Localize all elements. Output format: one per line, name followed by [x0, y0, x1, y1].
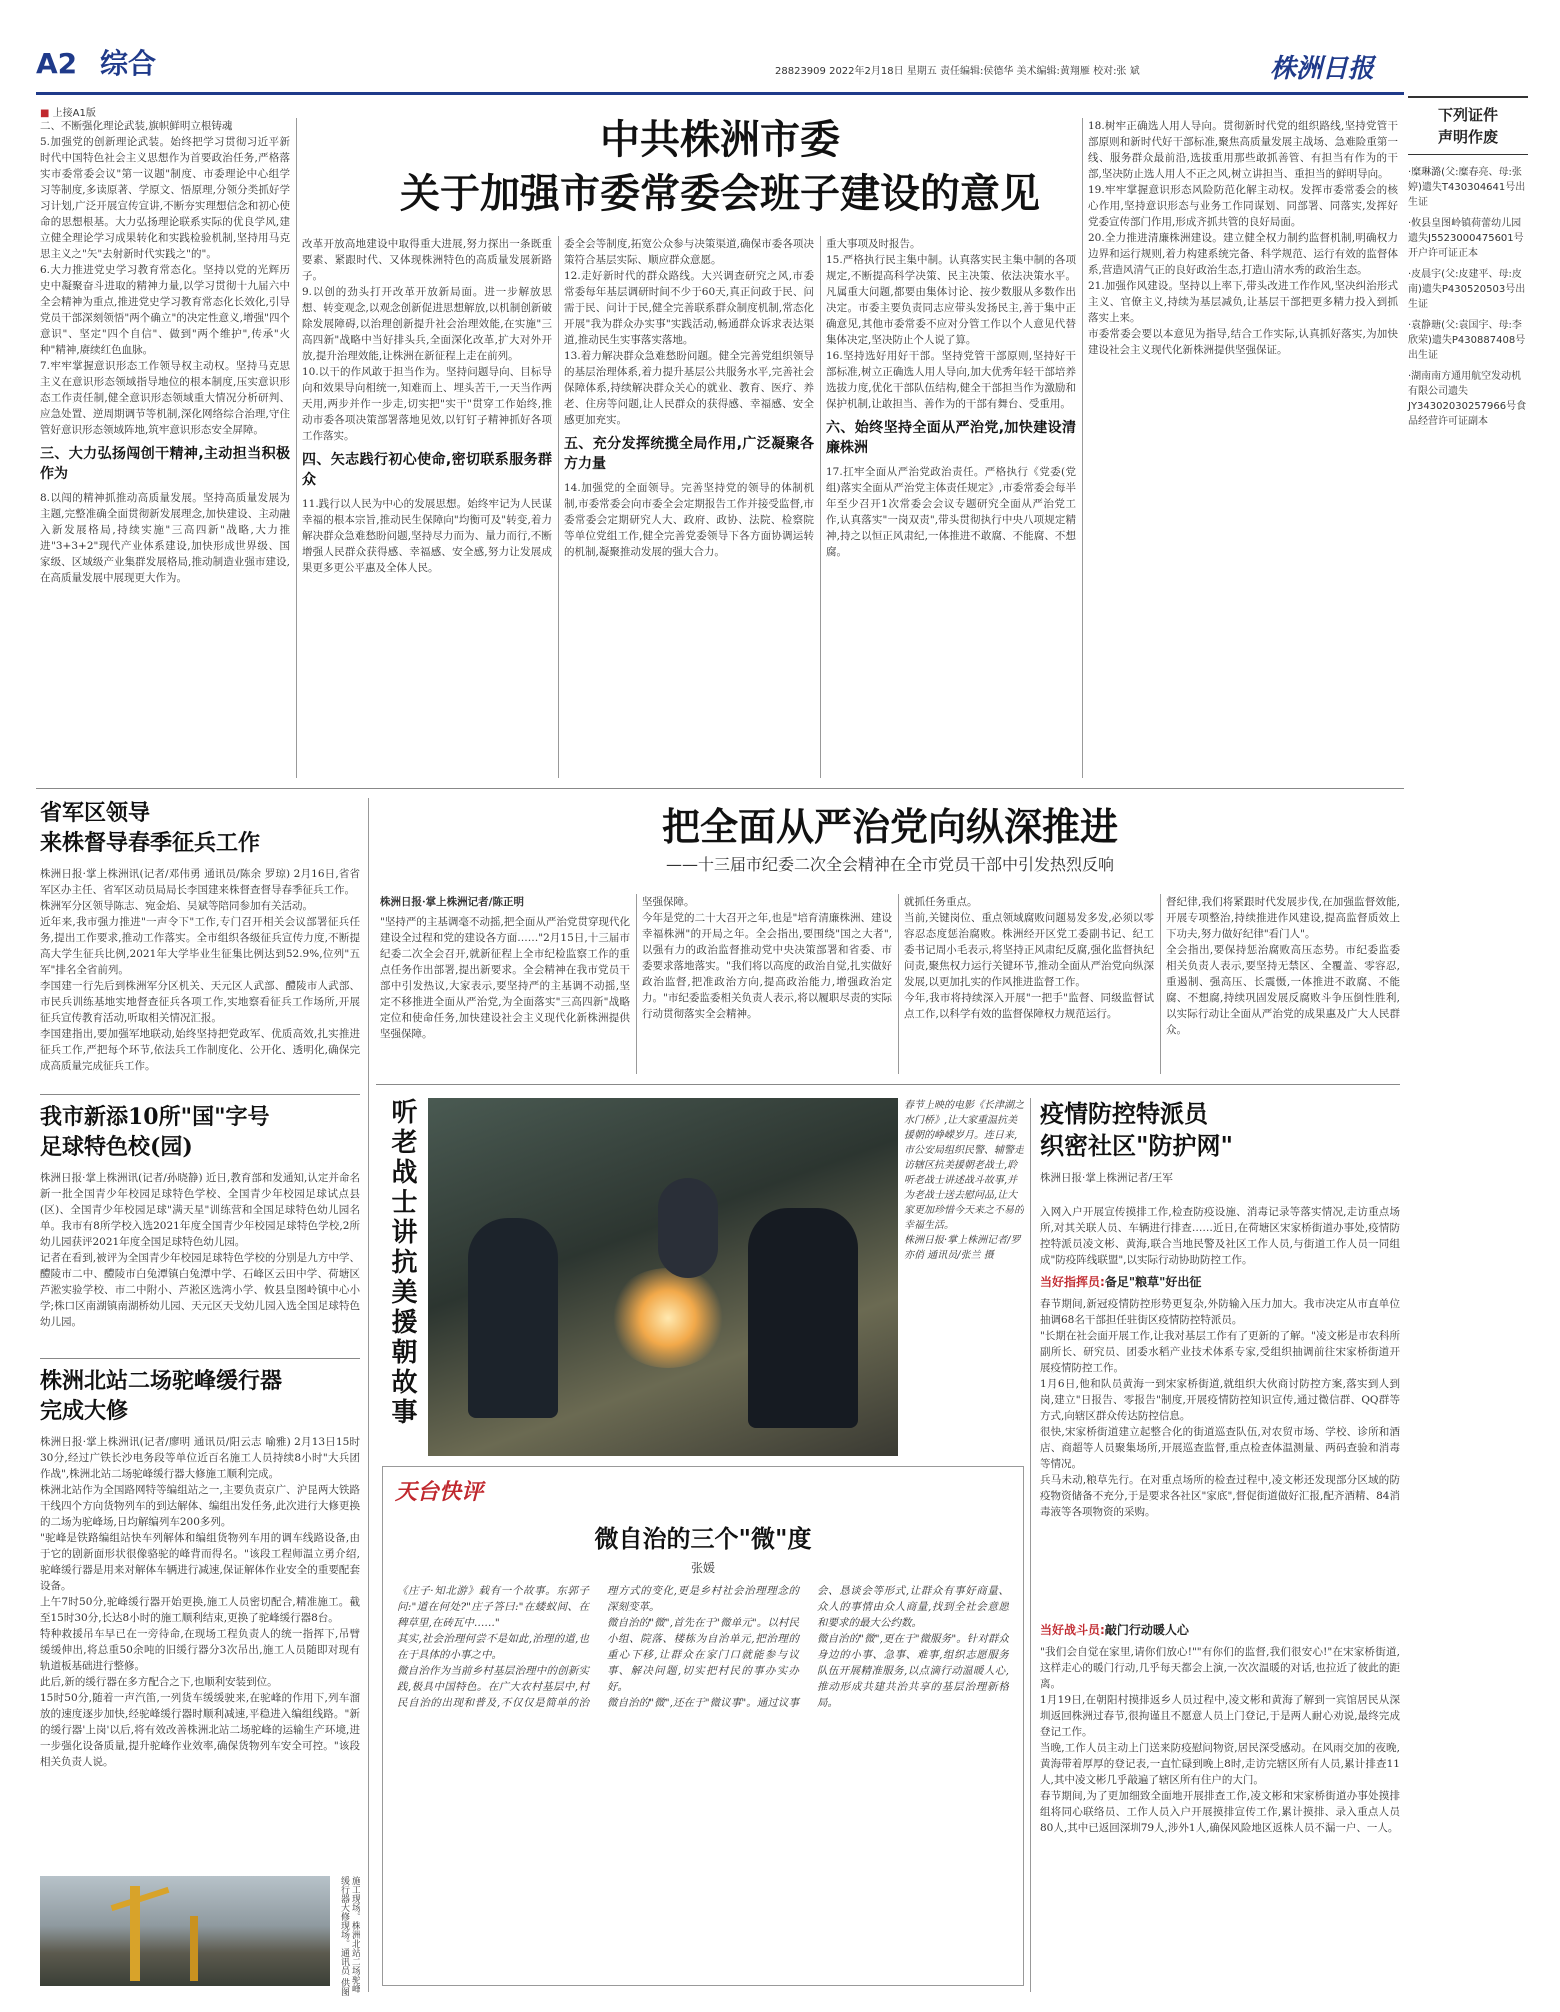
- army-title: 省军区领导 来株督导春季征兵工作: [40, 800, 261, 856]
- lead-col-1-text: 二、不断强化理论武装,旗帜鲜明立根铸魂 5.加强党的创新理论武装。始终把学习贯彻习近平新时代中国特色社会主义思想作为首要政治任务,严格落实市委常委会议"第一议题"制度、市委理论中心组学习等制度,多读原著、学原文、悟原理,分领分类抓好学习计划,广泛开展宣传宣讲,不断夯实理想信念和初心使命的思想根基。大力弘扬理论联系实际的优良学风,建立健全理论学习成果转化和实践检验机制,坚持用马克思主义之"矢"去射新时代实践之"的"。 6.大力推进党史学习教育常态化。坚持以党的光辉历史中凝聚奋斗进取的精神力量,以学习贯彻十九届六中全会精神为重点,推进党史学习教育常态化长效化,引导党员干部深刻领悟"两个确立"的决定性意义,增强"四个意识"、坚定"四个自信"、做到"两个维护",传承"火种"精神,赓续红色血脉。 7.牢牢掌握意识形态工作领导权主动权。坚持马克思主义在意识形态领域指导地位的根本制度,压实意识形态工作责任制,健全意识形态领域重大情况分析研判、应急处置、逆周期调节等机制,深化网络综合治理,守住管好意识形态领域阵地,筑牢意识形态安全屏障。: [40, 120, 290, 436]
- army-body: 株洲日报·掌上株洲讯(记者/邓伟勇 通讯员/陈余 罗琼) 2月16日,省省军区办主任、省军区动员局局长李国建来株督查督导春季征兵工作。 株洲军分区领导陈志、宛金焰、吴斌等陪同参加有关活动。 近年来,我市强力推进"一声令下"工作,专门召开相关会议部署征兵任务,提出工作要求,推动工作落实。全市组织各级征兵宣传力度,不断提高大学生征兵比例,2021年大学毕业生征集比例达到52.9%,位列"五军"排名全省前列。 李国建一行先后到株洲军分区机关、天元区人武部、醴陵市人武部、市民兵训练基地实地督查征兵各项工作,实地察看征兵工作场所,开展征兵宣传教育活动,听取相关情况汇报。 李国建指出,要加强军地联动,始终坚持把党政军、优质高效,扎实推进征兵工作,严把每个环节,依法兵工作制度化、公开化、透明化,确保完成高质量完成征兵工作。: [40, 868, 360, 1072]
- epidemic-subhead-1: [1040, 1272, 1400, 1292]
- lead-col-2-text: 改革开放高地建设中取得重大进展,努力探出一条既重要素、紧跟时代、又体现株洲特色的高质量发展新路子。 9.以创的劲头打开改革开放新局面。进一步解放思想、转变观念,以观念创新促进思想解放,以机制创新破除发展障碍,以治理创新提升社会治理效能,在实施"三高四新"战略中当好排头兵,全面深化改革,扩大对外开放,提升治理效能,让株洲在新征程上走在前列。 10.以干的作风敢于担当作为。坚持问题导向、目标导向和效果导向相统一,知难而上、埋头苦干,一天当作两天用,两步并作一步走,切实把"实干"贯穿工作始终,推动市委各项决策部署落地见效,以钉钉子精神抓好各项工作落实。: [302, 238, 552, 442]
- discipline-col-4: 督纪律,我们将紧跟时代发展步伐,在加强监督效能,开展专项整治,持续推进作风建设,提高监督质效上下功夫,努力做好纪律"看门人"。 全会指出,要保持惩治腐败高压态势。市纪委监委相关负责人表示,要坚持无禁区、全覆盖、零容忍,重遏制、强高压、长震慑,一体推进不敢腐、不能腐、不想腐,持续巩固发展反腐败斗争压倒性胜利,以实际行动让全面从严治党的成果惠及广大人民群众。: [1166, 896, 1400, 1036]
- lead-col-2b-text: 11.践行以人民为中心的发展思想。始终牢记为人民谋幸福的根本宗旨,推动民生保障向"均衡可及"转变,着力解决群众急难愁盼问题,坚持尽力而为、量力而行,不断增强人民群众获得感、幸福感、安全感,努力让发展成果更多更公平惠及全体人民。: [302, 498, 552, 574]
- discipline-col-2: 坚强保障。 今年是党的二十大召开之年,也是"培育清廉株洲、建设幸福株洲"的开局之年。全会指出,要围绕"国之大者",以强有力的政治监督推动党中央决策部署和省委、市委要求落地落实。"我们将以高度的政治自觉,扎实做好政治监督,把准政治方向,提高政治能力,增强政治定力。"市纪委监委相关负责人表示,将以履职尽责的实际行动贯彻落实全会精神。: [642, 896, 892, 1020]
- editorial-body: 《庄子·知北游》载有一个故事。东郭子问:"道在何处?"庄子答曰:"在蝼蚁间、在稗草里,在砖瓦中……" 其实,社会治理何尝不是如此,治理的道,也在于具体的小事之中。 微自治作为当前乡村基层治理中的创新实践,极具中国特色。在广大农村基层中,村民自治的出现和普及,不仅仅是简单的治理方式的变化,更是乡村社会治理理念的深刻变革。 微自治的"微",首先在于"微单元"。以村民小组、院落、楼栋为自治单元,把治理的重心下移,让群众在家门口就能参与议事、解决问题,切实把村民的事办实办好。 微自治的"微",还在于"微议事"。通过议事会、恳谈会等形式,让群众有事好商量、众人的事情由众人商量,找到全社会意愿和要求的最大公约数。 微自治的"微",更在于"微服务"。针对群众身边的小事、急事、难事,组织志愿服务队伍开展精准服务,以点滴行动温暖人心,推动形成共建共治共享的基层治理新格局。: [397, 1585, 1009, 1709]
- rail-title: 株洲北站二场驼峰缓行器 完成大修: [40, 1368, 283, 1424]
- masthead-rule: [36, 92, 1404, 95]
- discipline-col-1: [380, 894, 630, 1074]
- lead-subhead-4: 四、矢志践行初心使命,密切联系服务群众: [302, 452, 552, 488]
- lead-col-1: [40, 118, 290, 778]
- lead-col-4b-text: 17.扛牢全面从严治党政治责任。严格执行《党委(党组)落实全面从严治党主体责任规定》,市委常委会每半年至少召开1次常委会会议专题研究全面从严治党工作,认真落实"一岗双责",带头贯彻执行中央八项规定精神,持之以恒正风肃纪,一体推进不敢腐、不能腐、不想腐。: [826, 466, 1076, 558]
- army-article: [40, 798, 360, 1088]
- epidemic-intro: 入网入户开展宣传摸排工作,检查防疫设施、消毒记录等落实情况,走访重点场所,对其关联人员、车辆进行排查……近日,在荷塘区宋家桥街道办事处,疫情防控特派员凌文彬、黄海,联合当地民警及社区工作人员,与街道工作人员一同组成"防疫阵线联盟",以实际行动协助防控工作。: [1040, 1206, 1400, 1266]
- editorial-column-name: 天台快评: [395, 1479, 484, 1505]
- paper-logo: 株洲日报: [1270, 54, 1375, 84]
- veterans-photo: [428, 1098, 898, 1456]
- epidemic-title: 疫情防控特派员 织密社区"防护网": [1040, 1099, 1234, 1160]
- rail-photo-caption: 施工现场。株洲北站二场驼峰缓行器大修现场。通讯员 供图: [339, 1876, 360, 1996]
- notice-item: ·袁静瑭(父:袁国宇、母:李欣荣)遗失P430887408号出生证: [1408, 320, 1526, 361]
- lead-col-3-text: 委全会等制度,拓宽公众参与决策渠道,确保市委各项决策符合基层实际、顺应群众意愿。 12.走好新时代的群众路线。大兴调查研究之风,市委常委每年基层调研时间不少于60天,真正问政于民、问需于民、问计于民,健全完善联系群众制度机制,常态化开展"我为群众办实事"实践活动,畅通群众诉求表达渠道,推动民生实事落实落地。 13.着力解决群众急难愁盼问题。健全完善党组织领导的基层治理体系,着力提升基层公共服务水平,完善社会保障体系,持续解决群众关心的就业、教育、医疗、养老、住房等问题,让人民群众的获得感、幸福感、安全感更加充实。: [564, 238, 814, 426]
- notice-box: [1408, 96, 1528, 1096]
- notice-item: ·湖南南方通用航空发动机有限公司遗失JY34302030257966号食品经营许可证副本: [1408, 371, 1527, 427]
- discipline-title: 把全面从严治党向纵深推进: [661, 804, 1118, 849]
- editorial-title: 微自治的三个"微"度: [594, 1524, 812, 1553]
- rail-photo: [40, 1876, 330, 1986]
- discipline-col-1-text: "坚持严的主基调毫不动摇,把全面从严治党贯穿现代化建设全过程和党的建设各方面……"2月15日,十三届市纪委二次全会召开,就新征程上全市纪检监察工作的重点任务作出部署,提出新要求。全会精神在我市党员干部中引发热议,大家表示,要坚持严的主基调不动摇,坚定不移推进全面从严治党,为全面落实"三高四新"战略定位和使命任务,加快建设社会主义现代化新株洲提供坚强保障。: [380, 916, 630, 1040]
- lead-title-line2: 关于加强市委常委会班子建设的意见: [400, 170, 1040, 217]
- editorial-box: [382, 1466, 1024, 1986]
- lead-subhead-3: 三、大力弘扬闯创干精神,主动担当积极作为: [40, 446, 290, 482]
- epidemic-sub2-text: 敲门行动暖人心: [1104, 1623, 1189, 1637]
- lead-col-4: [826, 236, 1076, 778]
- football-body: 株洲日报·掌上株洲讯(记者/孙晓静) 近日,教育部和发通知,认定并命名新一批全国青少年校园足球特色学校、全国青少年校园足球试点县(区)、全国青少年校园足球"满天星"训练营和全国足球特色幼儿园名单。我市有8所学校入选2021年度全国青少年校园足球特色学校,2所幼儿园获评2021年度全国足球特色幼儿园。 记者在看到,被评为全国青少年校园足球特色学校的分别是九方中学、醴陵市二中、醴陵市白兔潭镇白兔潭中学、石峰区云田中学、荷塘区芦淞实验学校、市二中附小、芦淞区选湾小学、攸县皇图岭镇中心小学;株口区南湖镇南湖桥幼儿园、天元区天戈幼儿园入选全国足球特色幼儿园。: [40, 1172, 360, 1328]
- rail-article: [40, 1366, 360, 1866]
- page-code: A2: [36, 47, 78, 80]
- lead-subhead-6: 六、始终坚持全面从严治党,加快建设清廉株洲: [826, 420, 1076, 456]
- notice-item: ·糜琳潞(父:糜春亮、母:张 婷)遗失T430304641号出生证: [1408, 167, 1526, 208]
- masthead-meta: 28823909 2022年2月18日 星期五 责任编辑:侯德华 美术编辑:黄翔雁 校对:张 斌: [775, 66, 1140, 77]
- football-article: [40, 1102, 360, 1352]
- veterans-vertical-title: 听老战士讲抗美援朝故事: [387, 1098, 417, 1428]
- lead-col-3: [564, 236, 814, 778]
- lead-col-5-text: 18.树牢正确选人用人导向。贯彻新时代党的组织路线,坚持党管干部原则和新时代好干部标准,聚焦高质量发展主战场、急难险重第一线、服务群众最前沿,选拔重用那些敢抓善管、有担当有作为的干部,坚决防止选人用人不正之风,树立讲担当、重担当的鲜明导向。 19.牢牢掌握意识形态风险防范化解主动权。发挥市委常委会的核心作用,坚持意识形态与业务工作同谋划、同部署、同落实,发挥好党委宣传部门作用,形成齐抓共管的良好局面。 20.全力推进清廉株洲建设。建立健全权力制约监督机制,明确权力边界和运行规则,着力构建系统完备、科学规范、运行有效的监督体系,营造风清气正的良好政治生态,打造山清水秀的政治生态。 21.加强作风建设。坚持以上率下,带头改进工作作风,坚决纠治形式主义、官僚主义,持续为基层减负,让基层干部把更多精力投入到抓落实上来。 市委常委会要以本意见为指导,结合工作实际,认真抓好落实,为加快建设社会主义现代化新株洲提供坚强保证。: [1088, 120, 1398, 356]
- notice-title: 下列证件 声明作废: [1408, 96, 1528, 155]
- epidemic-sub1-label: 当好指挥员:: [1040, 1275, 1105, 1289]
- section-name: 综合: [100, 47, 157, 80]
- lead-col-4-text: 重大事项及时报告。 15.严格执行民主集中制。认真落实民主集中制的各项规定,不断提高科学决策、民主决策、依法决策水平。凡属重大问题,都要由集体讨论、按少数服从多数作出决定。市委主要负责同志应带头发扬民主,善于集中正确意见,其他市委常委不应对分管工作以个人意见代替集体决定,坚决防止个人说了算。 16.坚持选好用好干部。坚持党管干部原则,坚持好干部标准,树立正确选人用人导向,加大优秀年轻干部培养选拔力度,优化干部队伍结构,健全干部担当作为激励和保护机制,让敢担当、善作为的干部有舞台、受重用。: [826, 238, 1076, 410]
- epidemic-byline: 株洲日报·掌上株洲记者/王军: [1040, 1172, 1173, 1184]
- continued-tag: ■ 上接A1版: [40, 108, 96, 119]
- notice-item: ·攸县皇图岭镇荷蕾幼儿园遗失J5523000475601号开户许可证正本: [1408, 218, 1524, 259]
- lead-col-2: [302, 236, 552, 778]
- epidemic-p1: 春节期间,新冠疫情防控形势更复杂,外防输入压力加大。我市决定从市直单位抽调68名干部担任驻街区疫情防控特派员。 "长期在社会面开展工作,让我对基层工作有了更新的了解。"凌文彬是市农科所副所长、研究员、团委水稻产业技术体系专家,受组织抽调前往宋家桥街道开展疫情防控工作。 1月6日,他和队员黄海一到宋家桥街道,就组织大伙商讨防控方案,落实到人到岗,建立"日报告、零报告"制度,开展疫情防控知识宣传,通过微信群、QQ群等方式,向辖区群众传达防控信息。 很快,宋家桥街道建立起整合化的街道巡查队伍,对农贸市场、学校、诊所和酒店、商超等人员聚集场所,开展巡查监督,重点检查体温测量、两码查验和消毒等情况。 兵马未动,粮草先行。在对重点场所的检查过程中,凌文彬还发现部分区域的防疫物资储备不充分,于是要求各社区"家底",督促街道做好汇报,配齐酒精、84消毒液等各项物资的采购。: [1040, 1298, 1400, 1518]
- editorial-author: 张媛: [690, 1561, 715, 1575]
- continued-label: 上接A1版: [52, 108, 96, 119]
- epidemic-sub1-text: 备足"粮草"好出征: [1104, 1275, 1202, 1289]
- rail-body: 株洲日报·掌上株洲讯(记者/廖明 通讯员/阳云志 喻雅) 2月13日15时30分,经过广铁长沙电务段等单位近百名施工人员持续8小时"大兵团作战",株洲北站二场驼峰缓行器大修施工顺利完成。 株洲北站作为全国路网特等编组站之一,主要负责京广、沪昆两大铁路干线四个方向货物列车的到达解体、编组出发任务,此次进行大修更换的二场为驼峰场,日均解编列车200多列。 "驼峰是铁路编组站快车列解体和编组货物列车用的调车线路设备,由于它的剧新面形状很像骆驼的峰背而得名。"该段工程师温立勇介绍,驼峰缓行器是用来对解体车辆进行减速,保证解体作业安全的重要配套设备。 上午7时50分,驼峰缓行器开始更换,施工人员密切配合,精准施工。截至15时30分,长达8小时的施工顺利结束,更换了驼峰缓行器8台。 特种救援吊车早已在一旁待命,在现场工程负责人的统一指挥下,吊臂缓缓伸出,将总重50余吨的旧缓行器分3次吊出,施工人员随即对现有轨道板基础进行整修。 此后,新的缓行器在多方配合之下,也顺利安装到位。 15时50分,随着一声汽笛,一列货车缓缓驶来,在驼峰的作用下,列车溜放的速度逐步加快,经驼峰缓行器时顺利减速,平稳进入编组线路。"新的缓行器'上岗'以后,将有效改善株洲北站二场驼峰的运输生产环境,进一步强化设备质量,提升驼峰作业效率,确保货物列车安全可控。"该段相关负责人说。: [40, 1436, 360, 1768]
- epidemic-subhead-2: [1040, 1620, 1400, 1640]
- discipline-byline: 株洲日报·掌上株洲记者/陈正明: [380, 896, 524, 908]
- discipline-col-3: 就抓任务重点。 当前,关键岗位、重点领域腐败问题易发多发,必须以零容忍态度惩治腐败。株洲经开区党工委副书记、纪工委书记周小毛表示,将坚持正风肃纪反腐,强化监督执纪问责,聚焦权力运行关键环节,推动全面从严治党向纵深发展,以更加扎实的作风推进监督工作。 今年,我市将持续深入开展"一把手"监督、同级监督试点工作,以科学有效的监督保障权力规范运行。: [904, 896, 1154, 1020]
- veterans-caption: 春节上映的电影《长津湖之水门桥》,让大家重温抗美援朝的峥嵘岁月。连日来,市公安局组织民警、辅警走访辖区抗美援朝老战士,聆听老战士讲述战斗故事,并为老战士送去慰问品,让大家更加珍惜今天来之不易的幸福生活。 株洲日报·掌上株洲记者/罗亦俏 通讯员/张兰 摄: [904, 1100, 1024, 1261]
- lead-title-line1: 中共株洲市委: [600, 116, 840, 163]
- epidemic-article: [1040, 1098, 1400, 1988]
- epidemic-sub2-label: 当好战斗员:: [1040, 1623, 1105, 1637]
- lead-col-1b-text: 8.以闯的精神抓推动高质量发展。坚持高质量发展为主题,完整准确全面贯彻新发展理念,加快建设、主动融入新发展格局,持续实施"三高四新"战略,大力推进"3+3+2"现代产业体系建设,加快形成世界级、国家级、区域级产业集群发展格局,推动制造业强市建设,在高质量发展中展现更大作为。: [40, 492, 290, 584]
- lead-col-5: [1088, 118, 1398, 778]
- notice-list: [1408, 165, 1528, 429]
- discipline-subtitle: ——十三届市纪委二次全会精神在全市党员干部中引发热烈反响: [665, 855, 1114, 874]
- football-title: 我市新添10所"国"字号 足球特色校(园): [40, 1104, 270, 1160]
- lead-col-3b-text: 14.加强党的全面领导。完善坚持党的领导的体制机制,市委常委会向市委全会定期报告工作并接受监督,市委常委会定期研究人大、政府、政协、法院、检察院等单位党组工作,健全完善党委领导下各方面协调运转的机制,凝聚推动发展的强大合力。: [564, 482, 814, 558]
- notice-item: ·皮晨宇(父:皮建平、母:皮 南)遗失P430520503号出生证: [1408, 269, 1526, 310]
- epidemic-p2: "我们会自觉在家里,请你们放心!""有你们的监督,我们很安心!"在宋家桥街道,这样走心的暖门行动,几乎每天都会上演,一次次温暖的对话,也拉近了彼此的距离。 1月19日,在朝阳村摸排返乡人员过程中,凌文彬和黄海了解到一宾馆居民从深圳返回株洲过春节,很拘谨且不愿意人员上门登记,于是两人耐心劝说,最终完成登记工作。 当晚,工作人员主动上门送来防疫慰问物资,居民深受感动。在风雨交加的夜晚,黄海带着厚厚的登记表,一直忙碌到晚上8时,走访完辖区所有人员,累计排查11人,其中凌文彬几乎敲遍了辖区所有住户的大门。 春节期间,为了更加细致全面地开展排查工作,凌文彬和宋家桥街道办事处摸排组将同心联络员、工作人员入户开展摸排宣传工作,累计摸排、录入重点人员80人,其中已返回深圳79人,涉外1人,确保风险地区返株人员不漏一户、一人。: [1040, 1646, 1400, 1834]
- lead-subhead-5: 五、充分发挥统揽全局作用,广泛凝聚各方力量: [564, 436, 814, 472]
